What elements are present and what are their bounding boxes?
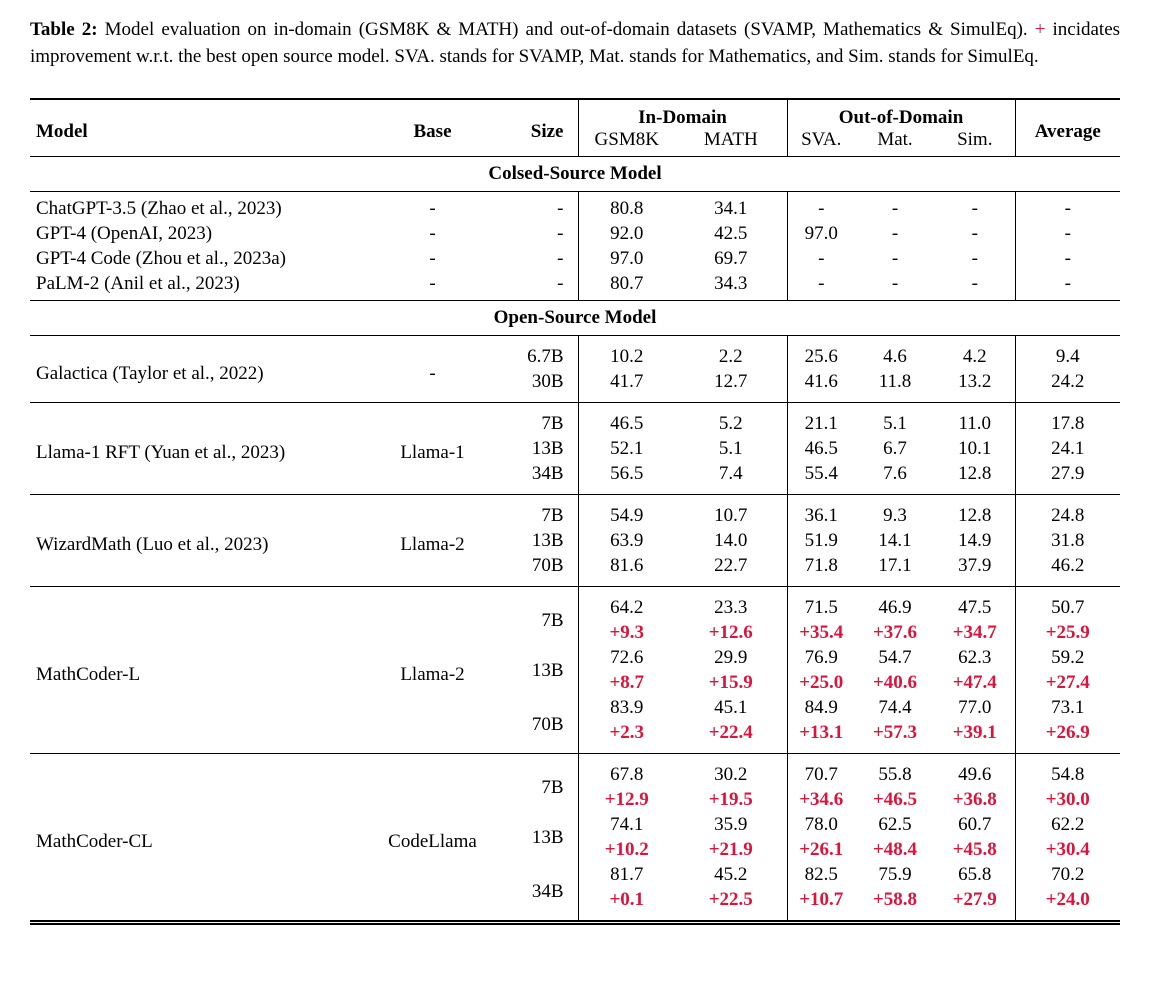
cell-base: Llama-2 xyxy=(370,495,495,587)
cell-value: 7.6 xyxy=(883,463,907,484)
table-row xyxy=(30,495,1120,529)
cell-value: - xyxy=(891,248,899,269)
cell-delta: +26.9 xyxy=(1015,720,1120,754)
cell-delta: +12.6 xyxy=(708,622,753,643)
cell-base: - xyxy=(429,198,436,219)
cell-model: WizardMath (Luo et al., 2023) xyxy=(30,495,370,587)
cell-value: - xyxy=(891,223,899,244)
cell-model: ChatGPT-3.5 (Zhao et al., 2023) xyxy=(36,198,282,219)
cell-size: 13B xyxy=(531,659,564,681)
cell-value: 10.1 xyxy=(958,438,992,459)
cell-base: - xyxy=(429,362,436,384)
cell-value: 5.2 xyxy=(675,403,787,437)
cell-value: - xyxy=(891,198,899,219)
cell-value: 42.5 xyxy=(714,223,748,244)
cell-value: 41.6 xyxy=(787,369,855,403)
cell-delta: +22.5 xyxy=(708,889,753,910)
header-sva: SVA. xyxy=(787,129,855,157)
cell-value: 73.1 xyxy=(1015,695,1120,720)
cell-value: - xyxy=(971,198,978,219)
cell-value: 49.6 xyxy=(935,754,1015,788)
cell-value: 69.7 xyxy=(714,248,748,269)
cell-value: 46.5 xyxy=(578,403,675,437)
cell-size: 70B xyxy=(531,555,564,576)
cell-value: 71.5 xyxy=(787,587,855,621)
cell-value: 9.4 xyxy=(1015,336,1120,370)
cell-value: 12.8 xyxy=(958,463,992,484)
cell-base: Llama-2 xyxy=(370,587,495,754)
cell-value: - xyxy=(1015,271,1120,301)
cell-size: 34B xyxy=(531,880,564,902)
cell-delta: +46.5 xyxy=(872,789,918,810)
cell-value: 46.9 xyxy=(855,587,935,621)
cell-delta: +13.1 xyxy=(787,720,855,754)
cell-value: 5.1 xyxy=(855,403,935,437)
cell-size: 7B xyxy=(495,403,578,437)
cell-value: 56.5 xyxy=(578,461,675,495)
cell-value: 97.0 xyxy=(578,246,675,271)
cell-value: 24.2 xyxy=(1015,369,1120,403)
cell-value: 9.3 xyxy=(855,495,935,529)
cell-value: 35.9 xyxy=(714,814,748,835)
section-title: Colsed-Source Model xyxy=(30,157,1120,192)
cell-value: 83.9 xyxy=(578,695,675,720)
table-body xyxy=(30,157,1120,923)
cell-delta: +48.4 xyxy=(872,839,918,860)
cell-size: - xyxy=(557,273,564,294)
cell-value: - xyxy=(1015,221,1120,246)
cell-value: 41.7 xyxy=(578,369,675,403)
cell-model: PaLM-2 (Anil et al., 2023) xyxy=(36,273,240,294)
cell-value: 24.1 xyxy=(1015,436,1120,461)
cell-value: 11.0 xyxy=(935,403,1015,437)
cell-model: MathCoder-L xyxy=(30,587,370,754)
cell-delta: +0.1 xyxy=(578,887,675,923)
cell-value: 54.8 xyxy=(1015,754,1120,788)
cell-value: 24.8 xyxy=(1015,495,1120,529)
cell-value: 29.9 xyxy=(714,647,748,668)
cell-delta: +12.9 xyxy=(578,787,675,812)
cell-delta: +30.4 xyxy=(1015,837,1120,862)
cell-value: - xyxy=(787,246,855,271)
cell-value: 27.9 xyxy=(1015,461,1120,495)
results-table xyxy=(30,98,1120,925)
cell-value: 4.6 xyxy=(883,346,907,367)
cell-delta: +40.6 xyxy=(872,672,918,693)
cell-value: 14.9 xyxy=(958,530,992,551)
table-caption xyxy=(30,16,1120,70)
cell-value: 71.8 xyxy=(787,553,855,587)
cell-delta: +57.3 xyxy=(872,722,918,743)
cell-delta: +2.3 xyxy=(578,720,675,754)
cell-value: 46.5 xyxy=(787,436,855,461)
cell-value: 62.3 xyxy=(958,647,992,668)
cell-base: - xyxy=(429,273,436,294)
cell-value: - xyxy=(971,273,978,294)
cell-base: CodeLlama xyxy=(370,754,495,923)
cell-size: 6.7B xyxy=(527,346,564,367)
cell-size: 13B xyxy=(531,438,564,459)
cell-delta: +24.0 xyxy=(1015,887,1120,923)
cell-value: - xyxy=(971,248,978,269)
cell-delta: +37.6 xyxy=(872,622,918,643)
caption-text-post: incidates improvement w.r.t. the best open source model. SVA. stands for SVAMP, Mat. stands for Mathematics, and Sim. stands for SimulEq. xyxy=(30,19,1121,67)
cell-value: 67.8 xyxy=(578,754,675,788)
header-out-of-domain: Out-of-Domain xyxy=(787,99,1015,129)
cell-value: 12.8 xyxy=(935,495,1015,529)
cell-value: 55.8 xyxy=(855,754,935,788)
cell-value: 6.7 xyxy=(883,438,907,459)
cell-value: 74.4 xyxy=(878,697,912,718)
cell-size: 13B xyxy=(531,530,564,551)
cell-delta: +19.5 xyxy=(708,789,753,810)
cell-delta: +34.7 xyxy=(952,622,997,643)
cell-value: 92.0 xyxy=(578,221,675,246)
cell-value: 72.6 xyxy=(578,645,675,670)
cell-delta: +26.1 xyxy=(787,837,855,862)
cell-delta: +25.0 xyxy=(787,670,855,695)
header-row-groups xyxy=(30,99,1120,129)
section-title: Open-Source Model xyxy=(30,301,1120,336)
cell-value: 54.7 xyxy=(878,647,912,668)
cell-size: 34B xyxy=(531,463,564,484)
cell-model: GPT-4 Code (Zhou et al., 2023a) xyxy=(36,248,286,269)
cell-value: - xyxy=(1015,246,1120,271)
cell-value: 17.1 xyxy=(878,555,912,576)
cell-value: 17.8 xyxy=(1015,403,1120,437)
cell-size: 7B xyxy=(495,754,578,813)
cell-value: - xyxy=(787,271,855,301)
cell-value: 14.0 xyxy=(714,530,748,551)
cell-value: 65.8 xyxy=(958,864,992,885)
cell-value: 2.2 xyxy=(718,346,743,367)
cell-value: 23.3 xyxy=(675,587,787,621)
cell-value: 5.1 xyxy=(718,438,743,459)
caption-plus-mark: + xyxy=(1034,19,1046,40)
cell-value: 36.1 xyxy=(787,495,855,529)
cell-size: 13B xyxy=(531,826,564,848)
cell-value: 81.6 xyxy=(578,553,675,587)
cell-value: 10.2 xyxy=(578,336,675,370)
cell-value: 31.8 xyxy=(1015,528,1120,553)
cell-value: - xyxy=(787,192,855,222)
cell-value: 60.7 xyxy=(958,814,992,835)
cell-delta: +58.8 xyxy=(872,889,918,910)
cell-value: 22.7 xyxy=(714,555,748,576)
cell-value: 25.6 xyxy=(787,336,855,370)
table-row xyxy=(30,754,1120,788)
cell-delta: +39.1 xyxy=(952,722,997,743)
cell-model: GPT-4 (OpenAI, 2023) xyxy=(36,223,213,244)
cell-base: Llama-1 xyxy=(370,403,495,495)
cell-value: 63.9 xyxy=(578,528,675,553)
section-row xyxy=(30,157,1120,192)
cell-value: 77.0 xyxy=(958,697,992,718)
cell-delta: +10.2 xyxy=(578,837,675,862)
cell-value: 54.9 xyxy=(578,495,675,529)
cell-model: Galactica (Taylor et al., 2022) xyxy=(36,362,264,384)
cell-value: - xyxy=(971,223,978,244)
table-row xyxy=(30,271,1120,301)
cell-delta: +10.7 xyxy=(787,887,855,923)
cell-base: - xyxy=(429,248,436,269)
cell-size: 7B xyxy=(495,495,578,529)
cell-value: 62.2 xyxy=(1015,812,1120,837)
cell-value: 7.4 xyxy=(718,463,743,484)
cell-value: 70.2 xyxy=(1015,862,1120,887)
table-header xyxy=(30,99,1120,157)
cell-value: 51.9 xyxy=(787,528,855,553)
cell-size: 30B xyxy=(531,371,564,392)
table-row xyxy=(30,336,1120,370)
header-base: Base xyxy=(413,120,452,142)
cell-size: - xyxy=(557,198,564,219)
cell-value: 81.7 xyxy=(578,862,675,887)
cell-value: - xyxy=(891,273,899,294)
cell-value: 14.1 xyxy=(878,530,912,551)
header-sim: Sim. xyxy=(957,129,993,150)
section-row xyxy=(30,301,1120,336)
cell-value: 34.1 xyxy=(714,198,748,219)
cell-value: 30.2 xyxy=(675,754,787,788)
cell-size: 70B xyxy=(531,713,564,735)
cell-model: Llama-1 RFT (Yuan et al., 2023) xyxy=(30,403,370,495)
cell-delta: +47.4 xyxy=(952,672,997,693)
cell-value: 80.8 xyxy=(578,192,675,222)
cell-value: 62.5 xyxy=(878,814,912,835)
cell-value: 45.1 xyxy=(714,697,748,718)
cell-base: - xyxy=(429,223,436,244)
cell-delta: +9.3 xyxy=(578,620,675,645)
cell-value: 10.7 xyxy=(675,495,787,529)
cell-value: 74.1 xyxy=(578,812,675,837)
cell-delta: +36.8 xyxy=(952,789,997,810)
table-row xyxy=(30,403,1120,437)
cell-delta: +22.4 xyxy=(708,722,753,743)
cell-delta: +15.9 xyxy=(708,672,753,693)
cell-value: 50.7 xyxy=(1015,587,1120,621)
cell-size: 7B xyxy=(495,587,578,646)
cell-delta: +25.9 xyxy=(1015,620,1120,645)
header-average: Average xyxy=(1015,99,1120,157)
cell-value: 34.3 xyxy=(714,273,748,294)
table-row xyxy=(30,221,1120,246)
cell-value: 46.2 xyxy=(1015,553,1120,587)
cell-delta: +27.4 xyxy=(1015,670,1120,695)
cell-value: 80.7 xyxy=(578,271,675,301)
cell-size: - xyxy=(557,248,564,269)
cell-value: 55.4 xyxy=(787,461,855,495)
header-model: Model xyxy=(36,120,88,142)
caption-label: Table 2: xyxy=(30,19,98,40)
cell-delta: +8.7 xyxy=(578,670,675,695)
cell-value: 64.2 xyxy=(578,587,675,621)
header-gsm8k: GSM8K xyxy=(578,129,675,157)
cell-value: 75.9 xyxy=(878,864,912,885)
table-row xyxy=(30,246,1120,271)
header-mat: Mat. xyxy=(877,129,913,150)
table-row xyxy=(30,192,1120,222)
cell-delta: +21.9 xyxy=(708,839,753,860)
cell-value: 21.1 xyxy=(787,403,855,437)
header-math: MATH xyxy=(703,129,758,150)
cell-value: 52.1 xyxy=(578,436,675,461)
cell-delta: +30.0 xyxy=(1015,787,1120,812)
cell-delta: +45.8 xyxy=(952,839,997,860)
cell-value: 59.2 xyxy=(1015,645,1120,670)
cell-delta: +34.6 xyxy=(787,787,855,812)
cell-value: 47.5 xyxy=(935,587,1015,621)
cell-model: MathCoder-CL xyxy=(30,754,370,923)
cell-value: 82.5 xyxy=(787,862,855,887)
cell-value: 4.2 xyxy=(962,346,987,367)
caption-text-pre: Model evaluation on in-domain (GSM8K & MATH) and out-of-domain datasets (SVAMP, Mathematics & SimulEq). xyxy=(104,19,1028,40)
cell-value: - xyxy=(1015,192,1120,222)
cell-value: 70.7 xyxy=(787,754,855,788)
header-in-domain: In-Domain xyxy=(578,99,787,129)
cell-delta: +27.9 xyxy=(952,889,997,910)
cell-value: 78.0 xyxy=(787,812,855,837)
cell-value: 11.8 xyxy=(878,371,912,392)
header-size: Size xyxy=(530,120,564,142)
cell-value: 76.9 xyxy=(787,645,855,670)
cell-value: 12.7 xyxy=(714,371,748,392)
cell-value: 84.9 xyxy=(787,695,855,720)
cell-value: 37.9 xyxy=(958,555,992,576)
cell-value: 13.2 xyxy=(958,371,992,392)
cell-delta: +35.4 xyxy=(787,620,855,645)
cell-value: 45.2 xyxy=(714,864,748,885)
table-row xyxy=(30,587,1120,621)
cell-value: 97.0 xyxy=(787,221,855,246)
cell-size: - xyxy=(557,223,564,244)
